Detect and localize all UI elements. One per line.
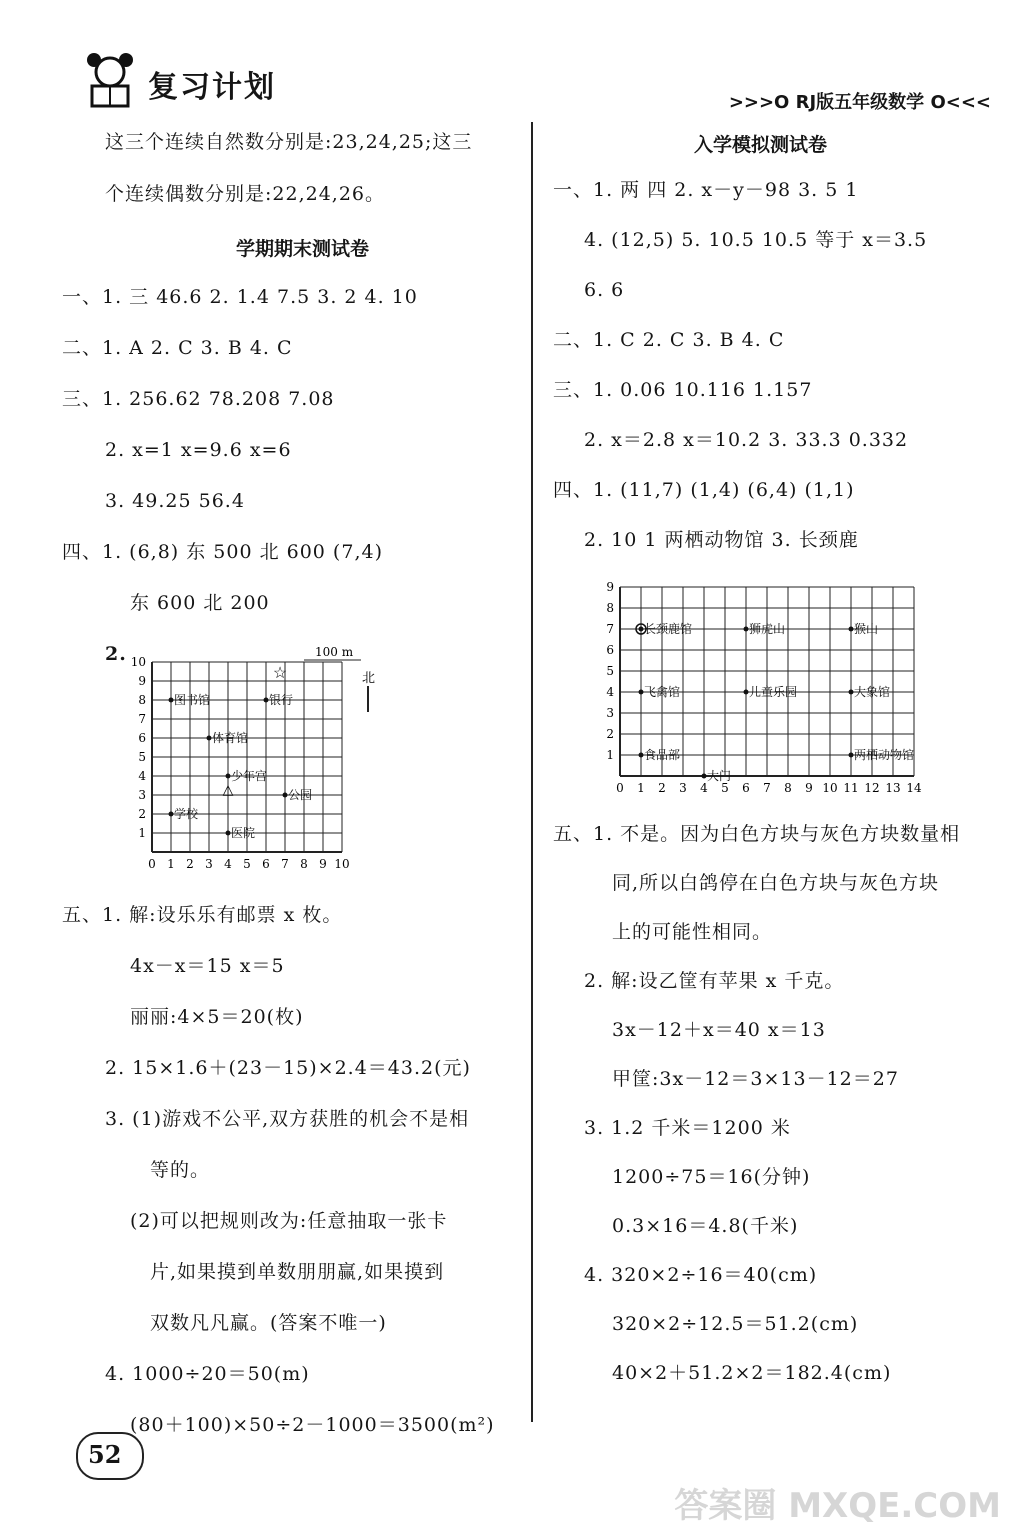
right-grid-point <box>849 753 854 758</box>
right-grid-place-label: 猴山 <box>854 622 879 636</box>
left-grid-place-label: 少年宫 <box>231 769 268 783</box>
answer-line: 40×2＋51.2×2＝182.4(cm) <box>612 1362 892 1384</box>
left-grid-x-tick: 4 <box>224 857 232 871</box>
right-grid-x-tick: 4 <box>700 781 708 795</box>
answer-line: 片,如果摸到单数朋朋赢,如果摸到 <box>150 1261 445 1283</box>
answer-line: 3. 49.25 56.4 <box>105 490 245 512</box>
right-grid-x-tick: 11 <box>843 781 859 795</box>
left-grid-figure <box>130 642 390 882</box>
answer-line: 320×2÷12.5＝51.2(cm) <box>612 1313 859 1335</box>
answer-line: 1200÷75＝16(分钟) <box>612 1166 811 1188</box>
right-grid-x-tick: 3 <box>679 781 687 795</box>
right-grid-x-tick: 8 <box>784 781 792 795</box>
right-grid-place-label: 两栖动物馆 <box>854 748 915 762</box>
left-grid-place-label: 银行 <box>269 693 294 707</box>
triangle-icon: △ <box>222 782 234 798</box>
right-grid-figure <box>598 570 948 800</box>
right-grid-point <box>744 690 749 695</box>
answer-line: 4. 320×2÷16＝40(cm) <box>584 1264 818 1286</box>
answer-line: 东 600 北 200 <box>130 592 270 614</box>
left-grid-x-tick: 9 <box>319 857 327 871</box>
left-grid-y-tick: 7 <box>138 712 146 726</box>
right-grid-y-tick: 2 <box>606 727 614 741</box>
right-grid-x-tick: 13 <box>885 781 901 795</box>
answer-line: 等的。 <box>150 1159 211 1181</box>
left-grid-point <box>226 831 231 836</box>
answer-line: 2. 解:设乙筐有苹果 x 千克。 <box>584 970 845 992</box>
answer-line: 4x－x＝15 x＝5 <box>130 955 285 977</box>
right-grid-x-tick: 1 <box>637 781 645 795</box>
right-grid-y-tick: 5 <box>606 664 614 678</box>
answer-line: 3. 1.2 千米＝1200 米 <box>584 1117 791 1139</box>
left-grid-x-tick: 3 <box>205 857 213 871</box>
answer-line: 4. 1000÷20＝50(m) <box>105 1363 310 1385</box>
right-grid-place-label: 长颈鹿馆 <box>644 622 693 636</box>
left-grid-point <box>169 698 174 703</box>
answer-line: 2. x=1 x=9.6 x=6 <box>105 439 292 461</box>
right-grid-x-tick: 7 <box>763 781 771 795</box>
right-grid-x-tick: 5 <box>721 781 729 795</box>
left-grid-y-tick: 6 <box>138 731 146 745</box>
answer-line: 双数凡凡赢。(答案不唯一) <box>150 1312 387 1334</box>
right-grid-point <box>639 627 644 632</box>
right-grid-place-label: 飞禽馆 <box>644 685 681 699</box>
scale-label: 100 m <box>315 645 354 659</box>
north-label: 北 <box>362 671 376 686</box>
answer-line: 3x－12＋x＝40 x＝13 <box>612 1019 826 1041</box>
left-grid-svg <box>130 642 390 882</box>
right-grid-x-tick: 10 <box>822 781 838 795</box>
right-grid-point <box>849 627 854 632</box>
left-grid-place-label: 学校 <box>174 807 199 821</box>
answer-line: 二、1. A 2. C 3. B 4. C <box>62 337 293 359</box>
answer-line: 同,所以白鸽停在白色方块与灰色方块 <box>612 872 940 894</box>
section-title: 学期期末测试卷 <box>236 238 370 260</box>
left-grid-point <box>264 698 269 703</box>
left-grid-y-tick: 1 <box>138 826 146 840</box>
right-grid-place-label: 大象馆 <box>854 685 891 699</box>
right-grid-x-tick: 9 <box>805 781 813 795</box>
left-grid-x-tick: 5 <box>243 857 251 871</box>
right-grid-place-label: 食品部 <box>644 748 681 762</box>
left-grid-place-label: 图书馆 <box>174 693 211 707</box>
answer-line: 个连续偶数分别是:22,24,26。 <box>105 183 386 205</box>
answer-line: 0.3×16＝4.8(千米) <box>612 1215 799 1237</box>
left-grid-point <box>283 793 288 798</box>
left-grid-x-tick: 8 <box>300 857 308 871</box>
left-grid-y-tick: 9 <box>138 674 146 688</box>
right-grid-place-label: 狮虎山 <box>749 622 786 636</box>
left-grid-x-tick: 10 <box>334 857 350 871</box>
answer-line: 二、1. C 2. C 3. B 4. C <box>553 329 785 351</box>
star-icon: ☆ <box>272 663 288 682</box>
page-number: 52 <box>88 1440 122 1469</box>
section-title: 入学模拟测试卷 <box>694 134 828 156</box>
answer-line: 2. 15×1.6＋(23－15)×2.4＝43.2(元) <box>105 1057 471 1079</box>
left-grid-point <box>169 812 174 817</box>
right-grid-place-label: 大门 <box>707 769 732 783</box>
answer-line: 一、1. 三 46.6 2. 1.4 7.5 3. 2 4. 10 <box>62 286 418 308</box>
left-grid-y-tick: 5 <box>138 750 146 764</box>
left-grid-point <box>207 736 212 741</box>
right-grid-y-tick: 9 <box>606 580 614 594</box>
right-grid-y-tick: 1 <box>606 748 614 762</box>
answer-line: 这三个连续自然数分别是:23,24,25;这三 <box>105 131 473 153</box>
left-grid-y-tick: 3 <box>138 788 146 802</box>
left-grid-y-tick: 2 <box>138 807 146 821</box>
left-grid-x-tick: 6 <box>262 857 270 871</box>
answer-line: 2. 10 1 两栖动物馆 3. 长颈鹿 <box>584 529 859 551</box>
right-grid-y-tick: 6 <box>606 643 614 657</box>
answer-line: 五、1. 解:设乐乐有邮票 x 枚。 <box>62 904 343 926</box>
right-grid-x-tick: 0 <box>616 781 624 795</box>
answer-line: (80＋100)×50÷2－1000＝3500(m²) <box>130 1414 495 1436</box>
right-grid-point <box>639 690 644 695</box>
left-grid-x-tick: 7 <box>281 857 289 871</box>
answer-line: 2. <box>105 643 127 665</box>
right-grid-point <box>702 774 707 779</box>
right-grid-point <box>849 690 854 695</box>
left-grid-y-tick: 8 <box>138 693 146 707</box>
left-grid-point <box>226 774 231 779</box>
answer-line: 五、1. 不是。因为白色方块与灰色方块数量相 <box>553 823 961 845</box>
answer-line: 三、1. 0.06 10.116 1.157 <box>553 379 813 401</box>
right-grid-x-tick: 12 <box>864 781 880 795</box>
left-grid-place-label: 医院 <box>231 826 256 840</box>
left-grid-x-tick: 0 <box>148 857 156 871</box>
right-grid-svg <box>598 570 948 800</box>
answer-line: 丽丽:4×5＝20(枚) <box>130 1006 304 1028</box>
left-grid-place-label: 体育馆 <box>212 731 249 745</box>
right-grid-place-label: 儿童乐园 <box>749 685 798 699</box>
left-grid-place-label: 公园 <box>288 788 313 802</box>
answer-line: 一、1. 两 四 2. x－y－98 3. 5 1 <box>553 179 859 201</box>
right-grid-y-tick: 4 <box>606 685 614 699</box>
watermark: 答案圈 MXQE.COM <box>674 1486 1001 1526</box>
answer-line: 三、1. 256.62 78.208 7.08 <box>62 388 335 410</box>
answer-line: 甲筐:3x－12＝3×13－12＝27 <box>612 1068 899 1090</box>
answer-line: 四、1. (6,8) 东 500 北 600 (7,4) <box>62 541 383 563</box>
answer-line: 上的可能性相同。 <box>612 921 773 943</box>
left-grid-y-tick: 10 <box>130 655 146 669</box>
mascot-icon <box>82 50 138 110</box>
left-grid-x-tick: 1 <box>167 857 175 871</box>
right-grid-point <box>639 753 644 758</box>
answer-line: 四、1. (11,7) (1,4) (6,4) (1,1) <box>553 479 855 501</box>
column-divider <box>531 122 533 1422</box>
answer-line: 6. 6 <box>584 279 625 301</box>
right-grid-x-tick: 2 <box>658 781 666 795</box>
edition-label: >>>O RJ版五年级数学 O<<< <box>728 92 991 113</box>
brand-title: 复习计划 <box>148 70 276 105</box>
right-grid-y-tick: 8 <box>606 601 614 615</box>
right-grid-point <box>744 627 749 632</box>
right-grid-y-tick: 7 <box>606 622 614 636</box>
left-grid-y-tick: 4 <box>138 769 146 783</box>
answer-line: 3. (1)游戏不公平,双方获胜的机会不是相 <box>105 1108 470 1130</box>
right-grid-x-tick: 6 <box>742 781 750 795</box>
answer-line: 2. x＝2.8 x＝10.2 3. 33.3 0.332 <box>584 429 909 451</box>
left-grid-x-tick: 2 <box>186 857 194 871</box>
right-grid-y-tick: 3 <box>606 706 614 720</box>
answer-line: 4. (12,5) 5. 10.5 10.5 等于 x＝3.5 <box>584 229 928 251</box>
right-grid-x-tick: 14 <box>906 781 922 795</box>
answer-line: (2)可以把规则改为:任意抽取一张卡 <box>130 1210 448 1232</box>
